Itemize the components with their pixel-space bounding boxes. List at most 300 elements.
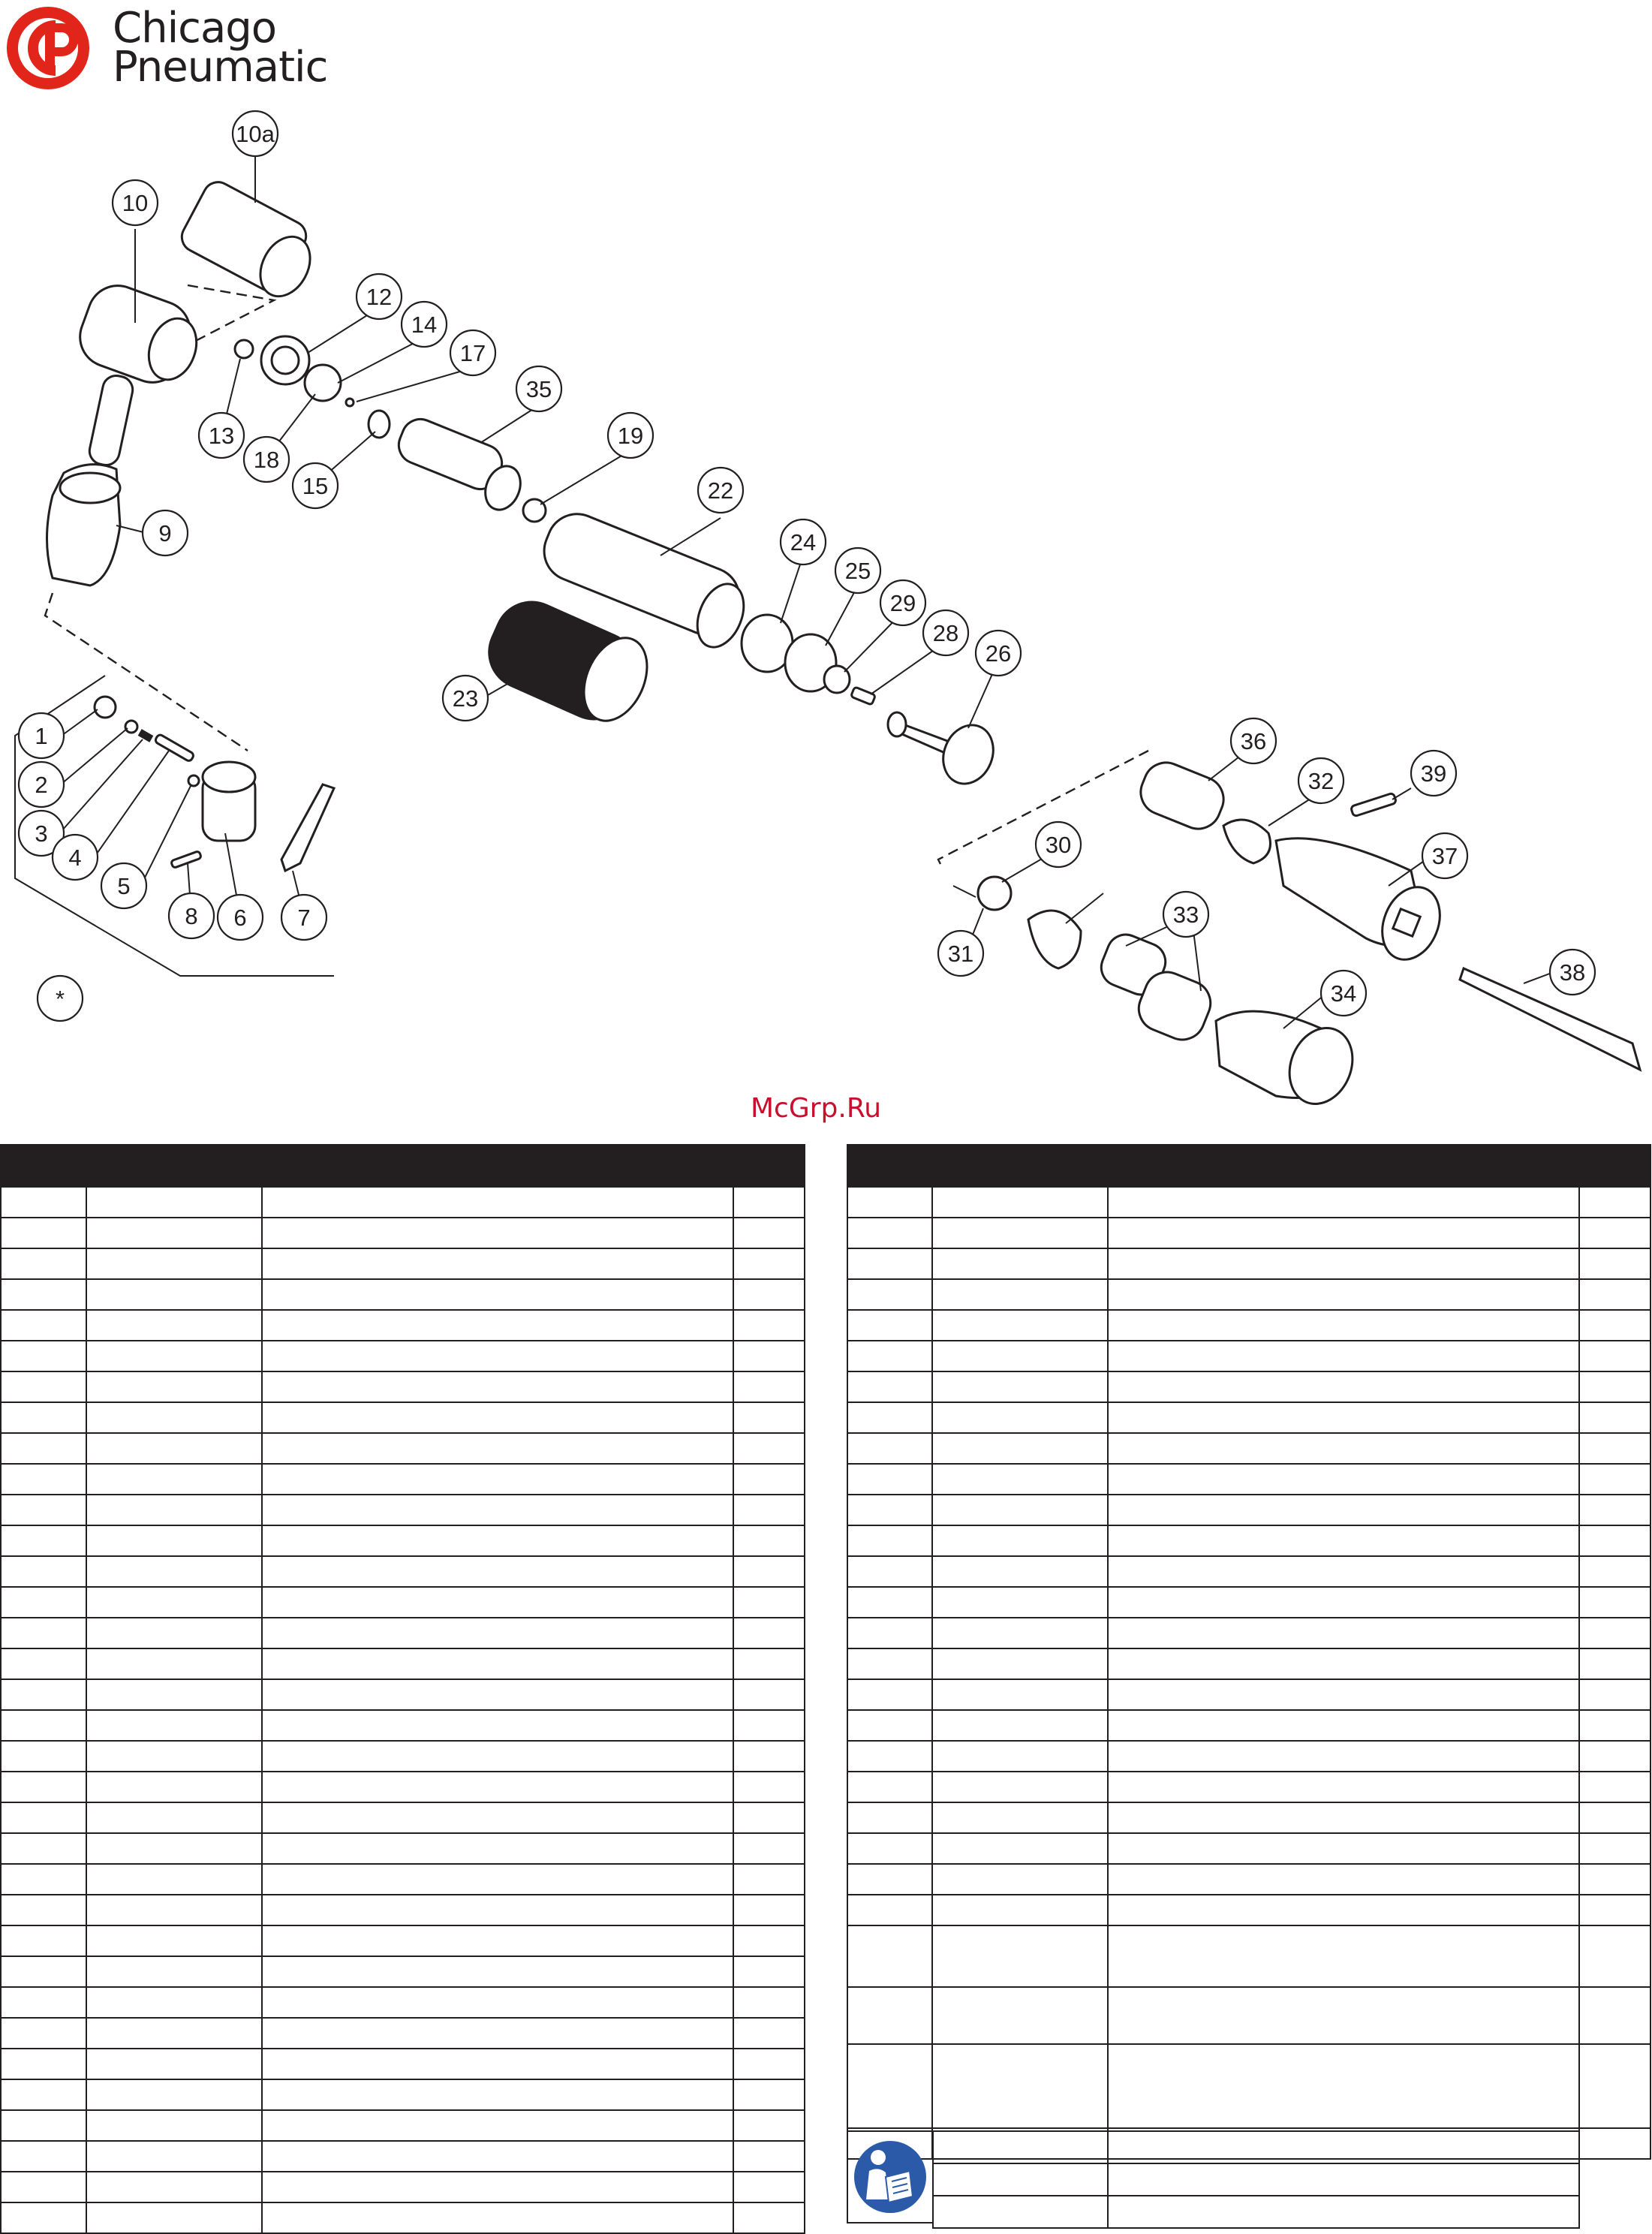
table-cell (932, 1218, 1108, 1248)
table-cell (932, 1341, 1108, 1371)
table-cell (86, 2110, 262, 2141)
table-cell (1, 2202, 86, 2233)
svg-text:17: 17 (459, 340, 486, 366)
table-row (1, 1187, 805, 1218)
table-cell (262, 1679, 733, 1710)
table-cell (847, 1618, 932, 1648)
table-cell (1, 1895, 86, 1925)
header-cell (733, 1145, 805, 1187)
table-cell (262, 1741, 733, 1772)
table-cell (86, 1495, 262, 1525)
table-cell (262, 1402, 733, 1433)
table-cell (86, 1187, 262, 1218)
table-cell (1579, 1648, 1650, 1679)
svg-text:30: 30 (1045, 832, 1072, 858)
svg-text:24: 24 (790, 529, 817, 555)
svg-text:10: 10 (122, 190, 149, 216)
table-cell (1579, 1833, 1650, 1864)
table-cell (1108, 1433, 1579, 1464)
table-cell (1, 1495, 86, 1525)
callout-33 (1163, 892, 1208, 937)
table-row (847, 1525, 1650, 1556)
header-cell (1108, 1145, 1579, 1187)
table-cell (733, 1679, 805, 1710)
table-row (1, 1525, 805, 1556)
table-cell (1, 1187, 86, 1218)
table-cell (86, 1248, 262, 1279)
table-cell (847, 1925, 932, 1987)
table-cell (1579, 1248, 1650, 1279)
table-row (1, 1248, 805, 1279)
table-cell (733, 2141, 805, 2172)
table-row (847, 1741, 1650, 1772)
table-cell (1108, 1618, 1579, 1648)
svg-text:37: 37 (1431, 843, 1458, 869)
table-cell (733, 1371, 805, 1402)
table-cell (1, 1987, 86, 2018)
table-cell (1, 2018, 86, 2049)
table-cell (1579, 1556, 1650, 1587)
svg-text:33: 33 (1172, 902, 1199, 928)
table-header (847, 1145, 1650, 1187)
part-36 (1134, 756, 1230, 835)
table-row (1, 2018, 805, 2049)
table-cell (932, 1525, 1108, 1556)
table-cell (262, 1956, 733, 1987)
table-row (1, 1310, 805, 1341)
table-row (847, 1556, 1650, 1587)
manual-info-box (847, 2130, 1580, 2223)
table-cell (262, 1648, 733, 1679)
table-cell (1579, 1495, 1650, 1525)
table-cell (847, 1710, 932, 1741)
table-cell (1, 1587, 86, 1618)
table-row (847, 1864, 1650, 1895)
svg-text:5: 5 (117, 873, 131, 899)
table-cell (733, 1556, 805, 1587)
table-cell (1108, 1464, 1579, 1495)
table-cell (1, 1741, 86, 1772)
table-cell (1579, 1187, 1650, 1218)
svg-text:9: 9 (158, 520, 172, 546)
svg-text:1: 1 (35, 723, 48, 749)
table-row (933, 2163, 1579, 2196)
table-cell (847, 1341, 932, 1371)
table-row (847, 1987, 1650, 2044)
table-cell (733, 1464, 805, 1495)
svg-text:4: 4 (68, 845, 82, 871)
brand-logo (0, 0, 353, 98)
header-cell (847, 1145, 932, 1187)
callout-13 (199, 413, 244, 458)
table-cell (1, 2141, 86, 2172)
table-row (847, 1495, 1650, 1525)
table-cell (847, 1371, 932, 1402)
table-cell (1, 1710, 86, 1741)
table-cell (1, 1371, 86, 1402)
parts-table-right (847, 1144, 1651, 2160)
table-cell (1, 1618, 86, 1648)
table-cell (1108, 1310, 1579, 1341)
table-cell (847, 1279, 932, 1310)
callout-38 (1550, 950, 1595, 995)
table-cell (1579, 1741, 1650, 1772)
svg-text:26: 26 (985, 640, 1012, 667)
table-cell (262, 1218, 733, 1248)
table-row (847, 1187, 1650, 1218)
table-cell (847, 1802, 932, 1833)
table-row (847, 1279, 1650, 1310)
table-cell (733, 1310, 805, 1341)
table-cell (1108, 1987, 1579, 2044)
table-cell (1, 1648, 86, 1679)
table-cell (932, 1648, 1108, 1679)
table-cell (932, 2044, 1108, 2128)
table-row (1, 2049, 805, 2079)
table-cell (86, 1925, 262, 1956)
table-cell (847, 1464, 932, 1495)
part-6 (203, 762, 255, 841)
callout-29 (880, 580, 925, 625)
table-cell (1579, 1402, 1650, 1433)
table-cell (86, 1464, 262, 1495)
table-cell (847, 1895, 932, 1925)
table-cell (262, 2172, 733, 2202)
table-row (933, 2196, 1579, 2228)
part-15 (393, 414, 527, 515)
callout-14 (402, 302, 447, 347)
table-cell (847, 1864, 932, 1895)
table-cell (1108, 1864, 1579, 1895)
table-cell (1108, 1279, 1579, 1310)
table-cell (1108, 1525, 1579, 1556)
table-cell (847, 1495, 932, 1525)
table-cell (262, 1833, 733, 1864)
header-cell (932, 1145, 1108, 1187)
table-cell (86, 1341, 262, 1371)
table-cell (1579, 1464, 1650, 1495)
callout-22 (698, 468, 743, 513)
table-cell (733, 1956, 805, 1987)
part-26 (888, 712, 1002, 791)
table-cell (86, 1525, 262, 1556)
table-cell (1108, 2044, 1579, 2128)
table-cell (733, 1710, 805, 1741)
svg-text:35: 35 (525, 376, 552, 402)
table-cell (733, 1987, 805, 2018)
table-cell (932, 1248, 1108, 1279)
table-cell (733, 1248, 805, 1279)
table-cell (262, 1495, 733, 1525)
table-cell (733, 1525, 805, 1556)
table-cell (86, 1987, 262, 2018)
table-cell (262, 1864, 733, 1895)
svg-text:7: 7 (297, 905, 311, 931)
callout-17 (450, 330, 495, 375)
header-cell (262, 1145, 733, 1187)
part-34 (1216, 1011, 1364, 1111)
table-cell (932, 1495, 1108, 1525)
callout-19 (608, 413, 653, 458)
table-row (847, 1587, 1650, 1618)
callout-8 (169, 893, 214, 938)
table-cell (1579, 1710, 1650, 1741)
table-cell (86, 1371, 262, 1402)
table-cell (733, 1402, 805, 1433)
table-cell (86, 1741, 262, 1772)
table-cell (1108, 1248, 1579, 1279)
table-row (1, 1433, 805, 1464)
table-row (847, 1925, 1650, 1987)
table-cell (733, 2049, 805, 2079)
table-cell (1579, 1433, 1650, 1464)
table-cell (1, 1833, 86, 1864)
table-cell (932, 1679, 1108, 1710)
table-cell (847, 1433, 932, 1464)
svg-text:31: 31 (947, 941, 974, 967)
table-cell (1, 2172, 86, 2202)
manual-info-table (932, 2130, 1580, 2229)
table-row (847, 1679, 1650, 1710)
table-cell (262, 1341, 733, 1371)
table-cell (847, 1772, 932, 1802)
table-cell (262, 1772, 733, 1802)
table-cell (86, 2141, 262, 2172)
table-cell (1, 1279, 86, 1310)
table-row (1, 1679, 805, 1710)
svg-text:39: 39 (1420, 760, 1447, 787)
table-cell (86, 2049, 262, 2079)
callout-10 (113, 180, 158, 225)
table-cell (847, 1187, 932, 1218)
callout-25 (835, 548, 880, 593)
table-cell (932, 1371, 1108, 1402)
table-cell (86, 1895, 262, 1925)
callout-28 (923, 610, 968, 655)
table-row (1, 1987, 805, 2018)
table-cell (1108, 1925, 1579, 1987)
table-cell (86, 1310, 262, 1341)
table-row (847, 1802, 1650, 1833)
table-cell (1, 1556, 86, 1587)
table-cell (932, 1864, 1108, 1895)
table-cell (733, 1895, 805, 1925)
table-cell (1, 1433, 86, 1464)
table-cell (86, 2079, 262, 2110)
table-cell (1579, 1895, 1650, 1925)
table-cell (1, 1248, 86, 1279)
part-10 (71, 277, 204, 467)
table-cell (262, 1587, 733, 1618)
table-cell (1579, 1279, 1650, 1310)
table-row (1, 1864, 805, 1895)
table-cell (932, 1618, 1108, 1648)
svg-text:36: 36 (1240, 728, 1267, 754)
callout-26 (976, 631, 1021, 676)
svg-text:2: 2 (35, 772, 48, 798)
table-row (847, 1710, 1650, 1741)
table-row (847, 1618, 1650, 1648)
table-cell (932, 1556, 1108, 1587)
table-cell (1579, 1772, 1650, 1802)
svg-text:8: 8 (185, 903, 198, 929)
table-cell (1, 1864, 86, 1895)
table-row (1, 2079, 805, 2110)
table-cell (1579, 1310, 1650, 1341)
table-cell (847, 1525, 932, 1556)
table-cell (1108, 1648, 1579, 1679)
table-header (1, 1145, 805, 1187)
callout-5 (101, 863, 146, 908)
table-cell (1, 1925, 86, 1956)
table-cell (86, 1587, 262, 1618)
svg-text:6: 6 (233, 905, 247, 931)
table-row (847, 1464, 1650, 1495)
table-cell (262, 2079, 733, 2110)
table-cell (932, 1464, 1108, 1495)
table-row (847, 1310, 1650, 1341)
table-cell (262, 2110, 733, 2141)
callout-35 (516, 366, 561, 411)
table-cell (86, 1279, 262, 1310)
table-cell (1579, 1802, 1650, 1833)
svg-text:25: 25 (844, 558, 871, 584)
table-row (847, 1433, 1650, 1464)
table-cell (733, 1341, 805, 1371)
table-cell (262, 1310, 733, 1341)
table-row (1, 1648, 805, 1679)
table-cell (1579, 1987, 1650, 2044)
table-cell (932, 1833, 1108, 1864)
table-cell (262, 1464, 733, 1495)
table-cell (1108, 1741, 1579, 1772)
part-23 (476, 589, 659, 733)
table-row (847, 1371, 1650, 1402)
table-cell (1579, 1371, 1650, 1402)
table-cell (1579, 1679, 1650, 1710)
watermark: McGrp.Ru (751, 1093, 882, 1124)
table-cell (86, 1618, 262, 1648)
cp-logo-icon (3, 3, 101, 101)
table-cell (262, 1248, 733, 1279)
table-cell (262, 1187, 733, 1218)
table-cell (86, 2172, 262, 2202)
table-cell (1108, 1371, 1579, 1402)
table-cell (1108, 1495, 1579, 1525)
table-cell (1579, 1587, 1650, 1618)
table-cell (932, 1187, 1108, 1218)
callout-7 (281, 895, 326, 940)
table-cell (733, 1279, 805, 1310)
svg-text:*: * (55, 986, 65, 1012)
table-row (1, 1279, 805, 1310)
table-cell (262, 1279, 733, 1310)
table-cell (86, 1433, 262, 1464)
callout-kit (38, 976, 83, 1021)
table-cell (847, 1741, 932, 1772)
callout-1 (19, 713, 64, 758)
table-cell (932, 1741, 1108, 1772)
table-cell (733, 1218, 805, 1248)
table-cell (1108, 1218, 1579, 1248)
table-cell (847, 2044, 932, 2128)
table-cell (733, 1618, 805, 1648)
callout-10a (233, 111, 278, 156)
table-cell (1108, 1679, 1579, 1710)
table-cell (847, 1987, 932, 2044)
table-cell (262, 1802, 733, 1833)
table-cell (86, 2202, 262, 2233)
table-cell (1, 1341, 86, 1371)
table-row (1, 1895, 805, 1925)
read-manual-icon (847, 2130, 934, 2223)
brand-name-line1: Chicago (113, 4, 277, 53)
svg-text:19: 19 (617, 423, 644, 449)
table-cell (847, 1648, 932, 1679)
table-cell (847, 1833, 932, 1864)
table-cell (1, 2110, 86, 2141)
table-cell (932, 1895, 1108, 1925)
table-row (847, 1648, 1650, 1679)
table-cell (262, 1525, 733, 1556)
svg-text:22: 22 (707, 477, 734, 504)
table-cell (932, 1310, 1108, 1341)
svg-text:10a: 10a (236, 121, 275, 147)
table-cell (932, 1710, 1108, 1741)
table-row (847, 1833, 1650, 1864)
table-row (847, 1772, 1650, 1802)
table-cell (1579, 1525, 1650, 1556)
table-row (1, 1772, 805, 1802)
table-row (1, 1495, 805, 1525)
table-cell (1108, 1710, 1579, 1741)
table-cell (847, 1402, 932, 1433)
table-row (1, 2110, 805, 2141)
table-cell (1, 1310, 86, 1341)
table-row (1, 1925, 805, 1956)
table-cell (262, 2049, 733, 2079)
table-cell (1, 2049, 86, 2079)
header-cell (1579, 1145, 1650, 1187)
table-cell (1579, 1925, 1650, 1987)
table-cell (86, 1556, 262, 1587)
svg-text:3: 3 (35, 820, 48, 847)
table-row (1, 1402, 805, 1433)
table-cell (733, 1648, 805, 1679)
svg-text:13: 13 (208, 423, 235, 449)
table-row (1, 2141, 805, 2172)
table-cell (932, 1802, 1108, 1833)
table-cell (733, 2172, 805, 2202)
table-cell (262, 2018, 733, 2049)
svg-text:38: 38 (1559, 959, 1586, 986)
table-row (847, 1218, 1650, 1248)
table-row (1, 2202, 805, 2233)
table-cell (86, 1956, 262, 1987)
table-cell (932, 1402, 1108, 1433)
table-cell (1, 1464, 86, 1495)
table-row (1, 1833, 805, 1864)
table-cell (847, 1248, 932, 1279)
table-cell (262, 1925, 733, 1956)
table-cell (733, 2079, 805, 2110)
table-cell (1108, 1895, 1579, 1925)
table-cell (932, 1433, 1108, 1464)
table-cell (1, 1956, 86, 1987)
brand-name-line2: Pneumatic (113, 43, 328, 92)
svg-text:18: 18 (253, 447, 280, 473)
table-cell (733, 1802, 805, 1833)
